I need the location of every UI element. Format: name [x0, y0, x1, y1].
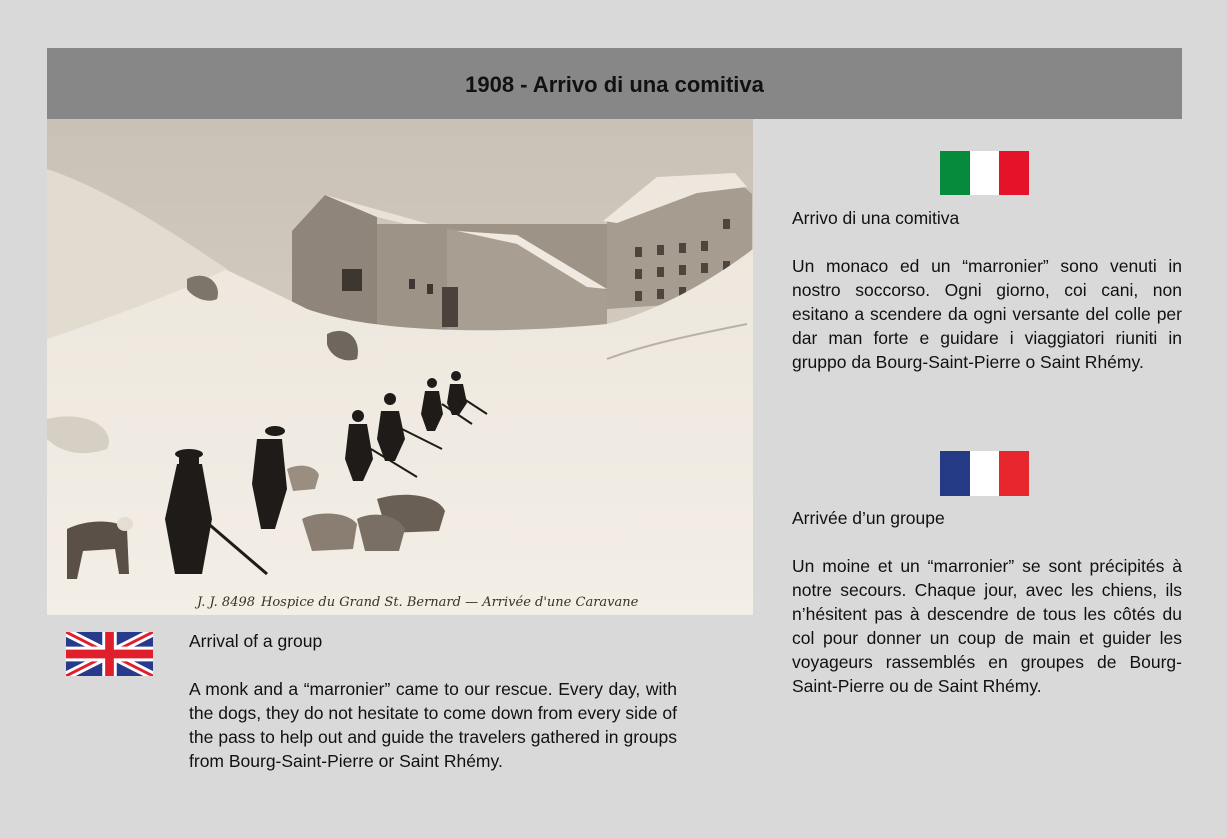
- english-text-block: [189, 629, 677, 773]
- title-bar: [47, 48, 1182, 119]
- french-text-block: [792, 506, 1182, 698]
- french-heading: Arrivée d’un groupe: [792, 508, 945, 528]
- france-flag-icon: [940, 451, 1029, 496]
- historic-photo: [47, 119, 753, 615]
- photo-illustration: [47, 119, 753, 615]
- page-title: 1908 - Arrivo di una comitiva: [465, 71, 764, 97]
- english-heading: Arrival of a group: [189, 631, 323, 651]
- italian-body: Un monaco ed un “marronier” sono venuti in nostro soccorso. Ogni giorno, coi cani, non esitano a scendere da ogni versante del colle per dar man forte e guidare i viaggiatori riuniti in gruppo da Bourg-Saint-Pierre o Saint Rhémy.: [792, 256, 1182, 372]
- uk-flag-icon: [66, 632, 153, 676]
- photo-caption-code: J. J. 8498: [197, 595, 256, 610]
- italian-heading: Arrivo di una comitiva: [792, 208, 960, 228]
- photo-caption: Hospice du Grand St. Bernard — Arrivée d'une Caravane: [261, 595, 639, 610]
- italian-text-block: [792, 206, 1182, 374]
- italy-flag-icon: [940, 151, 1029, 195]
- english-body: A monk and a “marronier” came to our rescue. Every day, with the dogs, they do not hesitate to come down from every side of the pass to help out and guide the travelers gathered in groups from Bourg-Saint-Pierre or Saint Rhémy.: [189, 679, 677, 771]
- french-body: Un moine et un “marronier” se sont précipités à notre secours. Chaque jour, avec les chiens, ils n’hésitent pas à descendre de tous les côtés du col pour donner un coup de main et guider les voyageurs rassemblés en groupes de Bourg-Saint-Pierre ou de Saint Rhémy.: [792, 556, 1182, 696]
